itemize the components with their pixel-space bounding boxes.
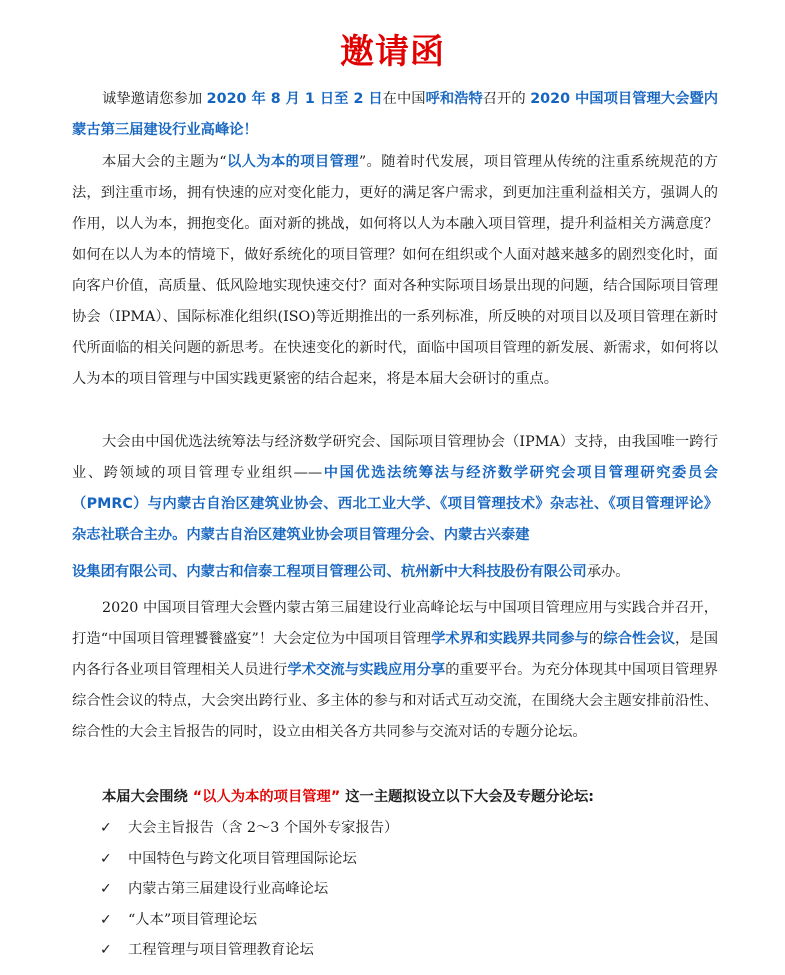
event-date: 2020 年 8 月 1 日至 2 日 bbox=[206, 91, 383, 107]
forum-label: 工程管理与项目管理教育论坛 bbox=[128, 942, 314, 958]
organizers-paragraph-cont bbox=[72, 551, 718, 593]
theme-text-2: ”。随着时代发展，项目管理从传统的注重系统规范的方法，到注重市场，拥有快速的应对变化能力，更好的满足客户需求，到更加注重利益相关方，强调人的作用，以人为本，拥抱变化。面对新的挑战，如何将以人为本融入项目管理，提升利益相关方满意度？如何在以人为本的情境下，做好系统化的项目管理？如何在组织或个人面对越来越多的剧烈变化时，面向客户价值，高质量、低风险地实现快速交付？面对各种实际项目场景出现的问题，结合国际项目管理协会（IPMA）、国际标准化组织(ISO)等近期推出的一系列标准，所反映的对项目以及项目管理在新时代所面临的相关问题的新思考。在快速变化的新时代，面临中国项目管理的新发展、新需求，如何将以人为本的项目管理与中国实践更紧密的结合起来，将是本届大会研讨的重点。 bbox=[72, 154, 719, 387]
checkmark-icon: ✓ bbox=[100, 820, 112, 836]
forum-label: 中国特色与跨文化项目管理国际论坛 bbox=[128, 850, 357, 867]
checkmark-icon: ✓ bbox=[100, 850, 112, 867]
positioning-text-1: 2020 中国项目管理大会暨内蒙古第三届建设行业高峰论坛与中国项目管理应用与实践合并召开，打造“中国项目管理饕餮盛宴”！大会定位为中国项目管理 bbox=[72, 600, 718, 647]
theme-text-1: 本届大会的主题为“ bbox=[102, 154, 227, 170]
organizers-paragraph bbox=[72, 427, 718, 551]
organizers-text-2: 承办。 bbox=[586, 564, 630, 580]
intro-text: 诚挚邀请您参加 bbox=[102, 91, 207, 107]
forum-item bbox=[100, 844, 398, 875]
forums-intro-text-1: 本届大会围绕 bbox=[102, 789, 193, 805]
positioning-highlight-1: 学术界和实践界共同参与 bbox=[431, 631, 589, 647]
theme-highlight: 以人为本的项目管理 bbox=[226, 154, 359, 170]
forum-list bbox=[100, 813, 398, 966]
organizers-highlight: 中国优选法统筹法与经济数学研究会项目管理研究委员会（PMRC）与内蒙古自治区建筑业协会、西北工业大学、《项目管理技术》杂志社、《项目管理评论》杂志社联合主办。内蒙古自治区建筑业协会项目管理分会、内蒙古兴泰建 bbox=[72, 465, 719, 543]
forum-item bbox=[100, 905, 398, 936]
intro-paragraph bbox=[72, 84, 718, 146]
positioning-highlight-3: 学术交流与实践应用分享 bbox=[287, 662, 446, 678]
positioning-highlight-2: 综合性会议 bbox=[603, 631, 676, 647]
event-name: 2020 中国项目管理大会暨内蒙古第三届建设行业高峰论！ bbox=[72, 91, 719, 138]
forum-item bbox=[100, 935, 398, 966]
forum-item bbox=[100, 874, 398, 905]
intro-text-2: 在中国 bbox=[382, 91, 426, 107]
theme-paragraph bbox=[72, 147, 718, 395]
forum-item bbox=[100, 813, 398, 844]
positioning-text-3: ，是国内各行各业项目管理相关人员进行 bbox=[72, 631, 719, 678]
organizers-text-1: 大会由中国优选法统筹法与经济数学研究会、国际项目管理协会（IPMA）支持，由我国唯一跨行业、跨领域的项目管理专业组织—— bbox=[72, 434, 718, 481]
forum-label: 内蒙古第三届建设行业高峰论坛 bbox=[128, 881, 329, 897]
organizers-highlight-2: 设集团有限公司、内蒙古和信泰工程项目管理公司、杭州新中大科技股份有限公司 bbox=[72, 564, 587, 580]
event-city: 呼和浩特 bbox=[425, 91, 483, 107]
forums-theme: “以人为本的项目管理” bbox=[192, 789, 341, 805]
positioning-text-4: 的重要平台。为充分体现其中国项目管理界综合性会议的特点，大会突出跨行业、多主体的参与和对话式互动交流，在围绕大会主题安排前沿性、综合性的大会主旨报告的同时，设立由相关各方共同参与交流对话的专题分论坛。 bbox=[72, 662, 719, 740]
positioning-paragraph bbox=[72, 593, 718, 748]
forum-label: “人本”项目管理论坛 bbox=[128, 911, 257, 928]
checkmark-icon: ✓ bbox=[100, 881, 112, 897]
intro-text-3: 召开的 bbox=[482, 91, 531, 107]
checkmark-icon: ✓ bbox=[100, 911, 112, 928]
checkmark-icon: ✓ bbox=[100, 942, 112, 958]
page-title: 邀请函 bbox=[340, 32, 445, 72]
forums-intro bbox=[72, 783, 718, 811]
forum-label: 大会主旨报告（含 2～3 个国外专家报告） bbox=[128, 820, 399, 836]
positioning-text-2: 的 bbox=[588, 631, 604, 647]
forums-intro-text-2: 这一主题拟设立以下大会及专题分论坛: bbox=[340, 789, 594, 805]
